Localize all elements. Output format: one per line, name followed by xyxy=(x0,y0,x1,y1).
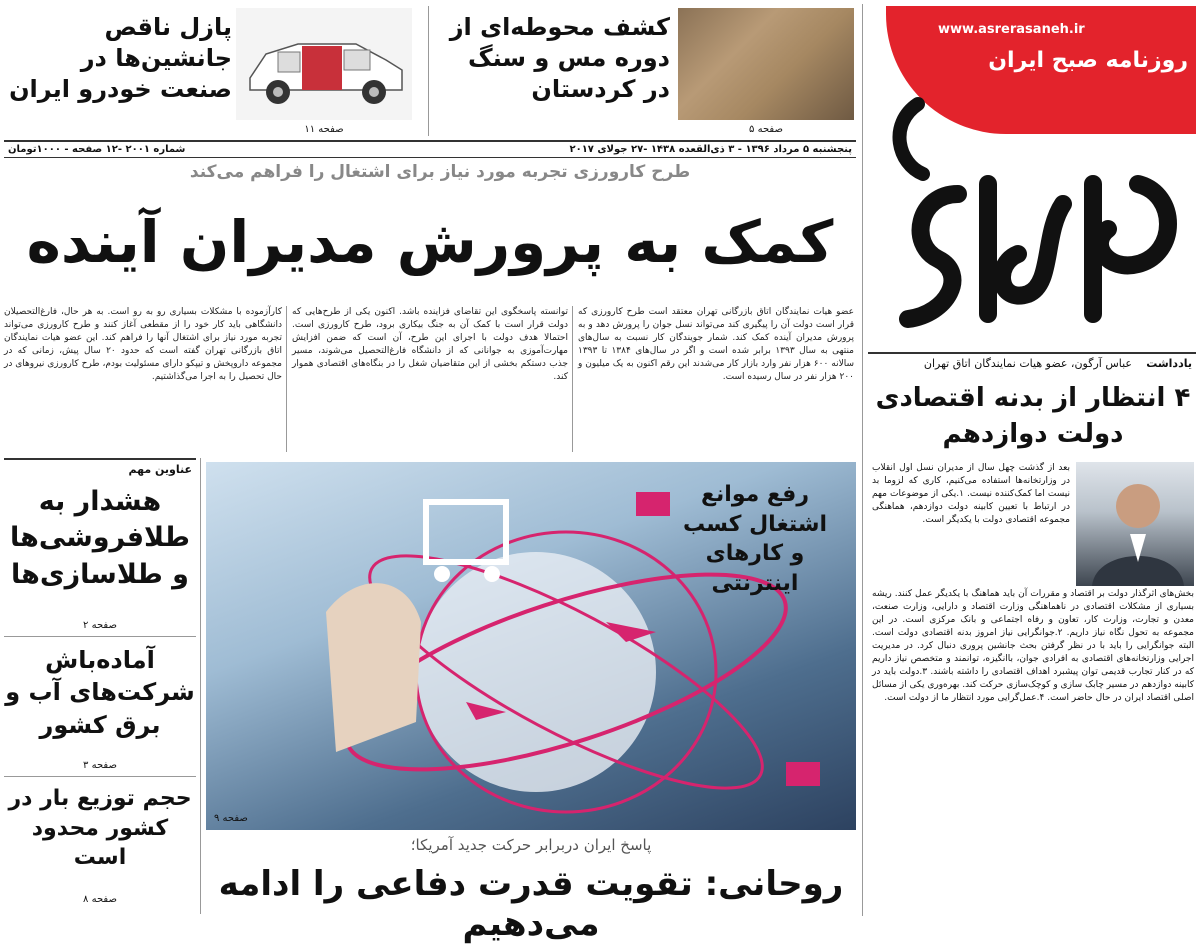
editorial-title[interactable]: ۴ انتظار از بدنه اقتصادی دولت دوازدهم xyxy=(875,383,1191,450)
sidebar-page-ref: صفحه ۳ xyxy=(83,760,117,771)
bottom-headline[interactable]: روحانی: تقویت قدرت دفاعی را ادامه می‌دهیم xyxy=(218,864,844,944)
column-divider xyxy=(862,4,863,916)
divider xyxy=(4,776,196,777)
editorial-author: عباس آرگون، عضو هیات نمایندگان اتاق تهران xyxy=(923,357,1132,370)
main-kicker: طرح کارورزی تجربه مورد نیاز برای اشتغال را فراهم می‌کند xyxy=(189,162,691,182)
date-bar xyxy=(4,140,856,158)
masthead xyxy=(868,4,1196,344)
issue-number: شماره ۲۰۰۱ -۱۲ صفحه - ۱۰۰۰تومان xyxy=(8,144,186,155)
sidebar-headline[interactable]: حجم توزیع بار در کشور محدود است xyxy=(8,786,192,871)
internet-business-image[interactable] xyxy=(206,462,856,830)
editorial-header xyxy=(868,352,1196,372)
article-column: عضو هیات نمایندگان اتاق بازرگانی تهران معتقد است طرح کارورزی که قرار است دولت آن را پیگیری کند می‌تواند نسل جوان را پرورش دهد و به پرورش مدیران آینده کمک کند. شمار جویندگان کار نسبت به سال‌های منتهی به سال ۱۳۹۳ برابر شده است و اگر در سال‌های ۱۳۸۴ تا ۱۳۹۳ سالانه ۶۰۰ هزار نفر وارد بازار کار می‌شدند این رقم اکنون به یک میلیون و ۲۰۰ هزار نفر در سال رسیده است. xyxy=(578,307,855,383)
editorial-text: بخش‌های اثرگذار دولت بر اقتصاد و مقررات آن باید هماهنگ با یکدیگر عمل کنند. ریشه بسیاری از مشکلات اقتصادی در ناهماهنگی وزارت اقتصاد و دارایی، وزارت صنعت، معدن و تجارت، وزارت کار، تعاون و رفاه اجتماعی و بانک مرکزی است. در این مجموعه به تحول نگاه نیاز داریم. ۲.جوانگرایی نیاز امروز بدنه اقتصادی دولت است. البته جوانگرایی را باید با در نظر گرفتن بحث جانشین پروری دنبال کرد. در مدیریت اجرایی وزارتخانه‌های اقتصادی به افرادی جوان، باانگیزه، توانمند و متخصص نیاز داریم که در کنار تجارب قدیمی توان پیشبرد اهداف اقتصادی را داشته باشند. ۳.دولت باید در کابینه دوازدهم در مسیر چابک سازی و کوچک‌سازی حرکت کند. بهره‌وری یکی از مسائل اصلی اقتصاد ایران در حال حاضر است. ۴.عمل‌گرایی مورد انتظار ما از دولت است. xyxy=(872,589,1194,704)
column-divider xyxy=(200,458,201,914)
teaser-headline[interactable]: کشف محوطه‌ای از دوره مس و سنگ در کردستان xyxy=(449,13,670,104)
column-divider xyxy=(286,306,287,452)
column-divider xyxy=(572,306,573,452)
masthead-subtitle: روزنامه صبح ایران xyxy=(988,48,1188,73)
article-column: توانسته پاسخگوی این تقاضای فزاینده باشد. اکنون یکی از طرح‌هایی که دولت قرار است با کمک آن به جنگ بیکاری برود، طرح کارورزی است. احتمالا هدف دولت با اجرای این طرح، آن است که ضمن افزایش مهارت‌آموزی به جوانانی که از دانشگاه فارغ‌التحصیل می‌شوند، مسیر جذب دستکم بخشی از این متقاضیان شغل را در بنگاه‌های اقتصادی هموار کند. xyxy=(292,307,568,383)
person-icon xyxy=(1076,462,1194,586)
car-photo[interactable] xyxy=(236,8,412,120)
masthead-url[interactable]: www.asrerasaneh.ir xyxy=(938,22,1085,37)
bottom-kicker: پاسخ ایران دربرابر حرکت جدید آمریکا؛ xyxy=(410,836,652,854)
column-divider xyxy=(428,6,429,136)
sidebar-page-ref: صفحه ۲ xyxy=(83,620,117,631)
sidebar-page-ref: صفحه ۸ xyxy=(83,894,117,905)
teaser-headline[interactable]: پازل ناقص جانشین‌ها در صنعت خودرو ایران xyxy=(9,13,232,104)
article-column: کارآزموده با مشکلات بسیاری رو به رو است. به هر حال، فارغ‌التحصیلان دانشگاهی باید کار خود را از مقطعی آغاز کنند و طرح کارورزی می‌تواند تجربه مورد نیاز برای اشتغال آنها را فراهم کند. این عضو هیات نمایندگان اتاق بازرگانی تهران گفته است که حدود ۲۰ سال پیش، زمانی که در مجموعه داروپخش و تیپکو دارای مسئولیت بودم، طرح کارورزی نیروهای در حال تحصیل را به اجرا می‌گذاشتیم. xyxy=(4,307,283,383)
newspaper-logo xyxy=(878,44,1188,344)
author-photo xyxy=(1076,462,1194,586)
issue-date: پنجشنبه ۵ مرداد ۱۳۹۶ - ۳ ذی‌القعده ۱۴۳۸ -۲۷ جولای ۲۰۱۷ xyxy=(569,144,852,155)
main-headline[interactable]: کمک به پرورش مدیران آینده xyxy=(26,208,834,276)
teaser-page-ref: صفحه ۵ xyxy=(749,124,783,135)
sidebar-header-label: عناوین مهم xyxy=(128,463,192,476)
hero-page-ref: صفحه ۹ xyxy=(214,813,248,824)
editorial-label: یادداشت xyxy=(1146,357,1192,370)
editorial-text: بعد از گذشت چهل سال از مدیران نسل اول انقلاب در وزارتخانه‌ها استفاده می‌کنیم، کاری که لزوما بد نیست اما کمک‌کننده نیست. ۱.یکی از موضوعات مهم در ارتباط با تعیین کابینه دولت دوازدهم، هماهنگی مجموعه اقتصادی دولت با یکدیگر است. xyxy=(872,463,1070,526)
sidebar-header xyxy=(4,458,196,478)
divider xyxy=(4,636,196,637)
car-icon xyxy=(236,8,412,120)
hero-caption[interactable]: رفع موانع اشتغال کسب و کارهای اینترنتی xyxy=(682,482,828,597)
sidebar-headline[interactable]: هشدار به طلافروشی‌ها و طلاسازی‌ها xyxy=(10,486,190,590)
sidebar-headline[interactable]: آماده‌باش شرکت‌های آب و برق کشور xyxy=(5,646,195,739)
teaser-page-ref: صفحه ۱۱ xyxy=(304,124,344,135)
excavation-photo[interactable] xyxy=(678,8,854,120)
